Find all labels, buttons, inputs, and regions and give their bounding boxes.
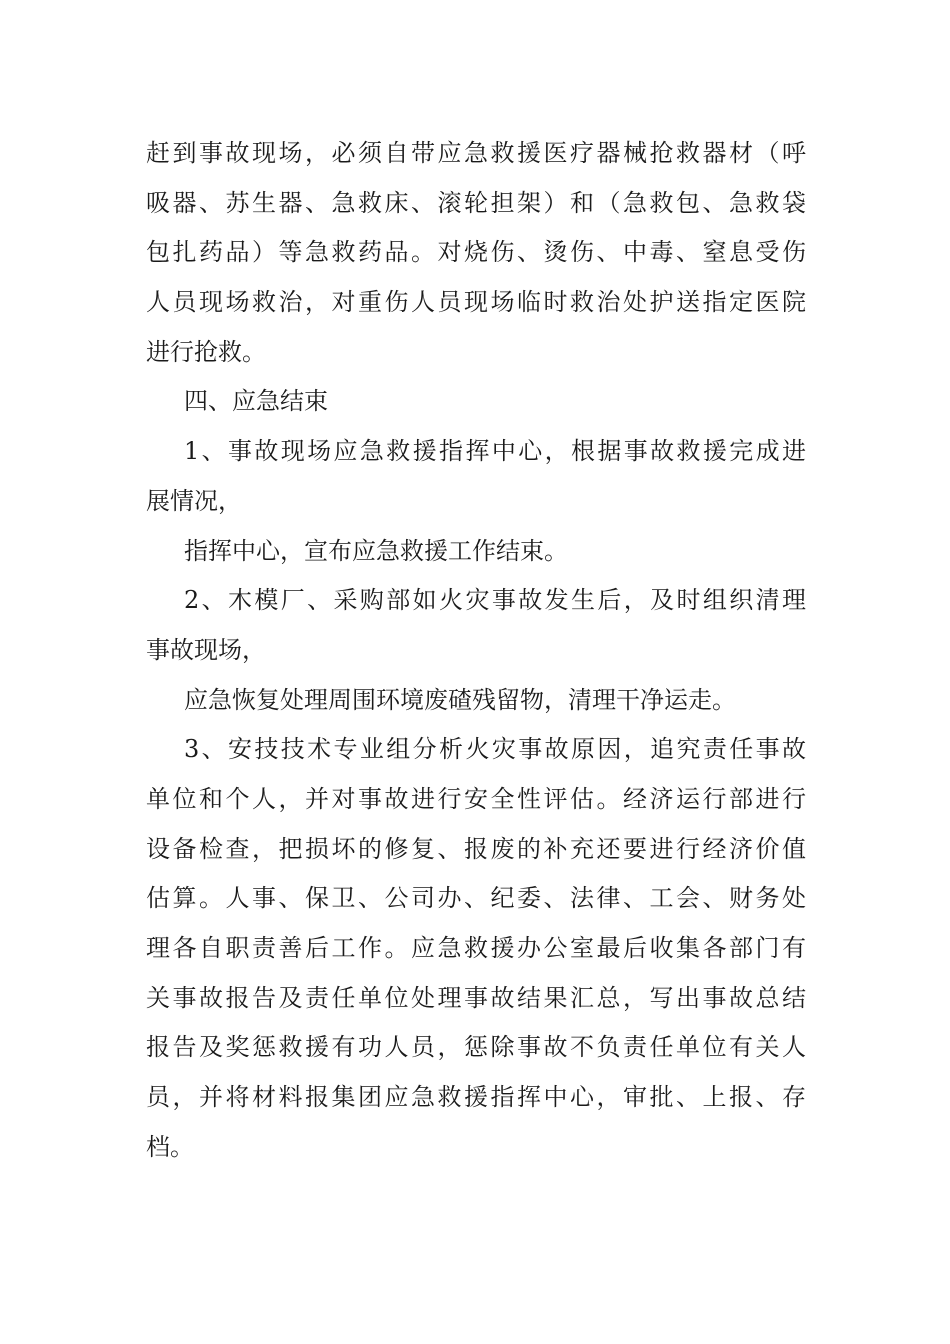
body-line: 吸器、苏生器、急救床、滚轮担架）和（急救包、急救袋 [146, 188, 806, 217]
body-line: 事故现场， [146, 635, 266, 664]
document-body [146, 129, 806, 1172]
body-line: 展情况， [146, 486, 242, 515]
body-line: 估算。人事、保卫、公司办、纪委、法律、工会、财务处 [146, 884, 806, 913]
body-line: 理各自职责善后工作。应急救援办公室最后收集各部门有 [146, 934, 806, 962]
body-line: 进行抢救。 [146, 337, 266, 366]
body-line: 2、木模厂、采购部如火灾事故发生后，及时组织清理 [184, 586, 806, 615]
body-line: 员，并将材料报集团应急救援指挥中心，审批、上报、存 [146, 1083, 806, 1112]
body-line: 档。 [146, 1132, 194, 1161]
body-line: 设备检查，把损坏的修复、报废的补充还要进行经济价值 [146, 834, 806, 863]
body-line: 人员现场救治，对重伤人员现场临时救治处护送指定医院 [146, 288, 806, 317]
body-line: 包扎药品）等急救药品。对烧伤、烫伤、中毒、窒息受伤 [146, 238, 806, 267]
section-heading: 四、应急结束 [184, 387, 328, 416]
body-line: 赶到事故现场，必须自带应急救援医疗器械抢救器材（呼 [146, 139, 806, 167]
body-line: 3、安技技术专业组分析火灾事故原因，追究责任事故 [184, 735, 806, 764]
body-line: 单位和个人，并对事故进行安全性评估。经济运行部进行 [146, 784, 806, 813]
body-line: 指挥中心，宣布应急救援工作结束。 [184, 536, 568, 565]
body-line: 应急恢复处理周围环境废碴残留物，清理干净运走。 [184, 685, 736, 714]
body-line: 1、事故现场应急救援指挥中心，根据事故救援完成进 [184, 437, 806, 466]
body-line: 关事故报告及责任单位处理事故结果汇总，写出事故总结 [146, 983, 806, 1012]
body-line: 报告及奖惩救援有功人员，惩除事故不负责任单位有关人 [146, 1033, 806, 1062]
